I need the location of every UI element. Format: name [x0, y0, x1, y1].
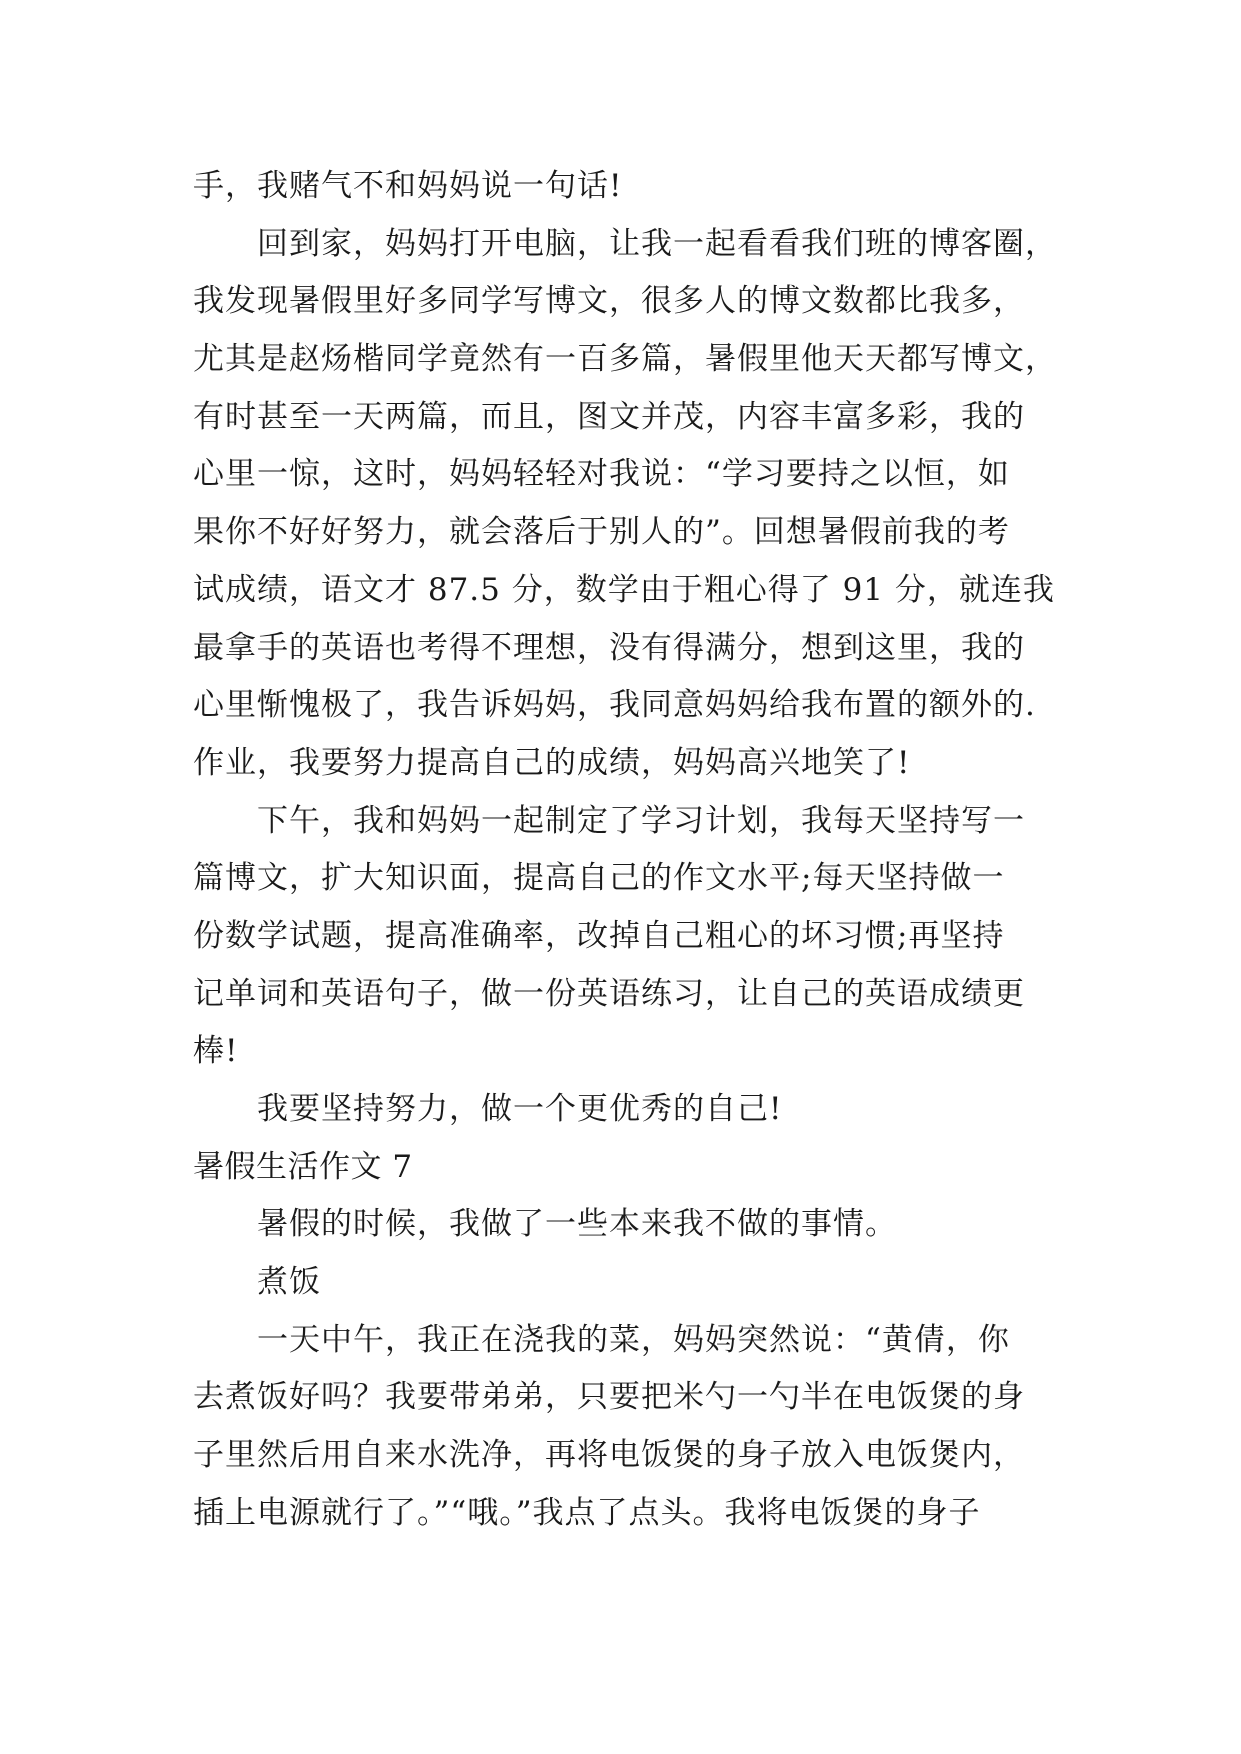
essay-line: 子里然后用自来水洗净，再将电饭煲的身子放入电饭煲内， [193, 1437, 1025, 1474]
paragraph-start-line: 回到家，妈妈打开电脑，让我一起看看我们班的博客圈， [257, 225, 1057, 262]
essay-line: 手，我赌气不和妈妈说一句话! [193, 168, 623, 204]
essay-line: 棒! [193, 1033, 239, 1070]
essay-line: 去煮饭好吗？我要带弟弟，只要把米勺一勺半在电饭煲的身 [193, 1379, 1025, 1416]
paragraph-start-line: 下午，我和妈妈一起制定了学习计划，我每天坚持写一 [257, 802, 1025, 839]
essay-body [193, 158, 1073, 1543]
essay-line: 心里惭愧极了，我告诉妈妈，我同意妈妈给我布置的额外的. [193, 687, 1036, 724]
essay-line: 有时甚至一天两篇，而且，图文并茂，内容丰富多彩，我的 [193, 398, 1025, 435]
paragraph-start-line: 一天中午，我正在浇我的菜，妈妈突然说：“黄倩，你 [257, 1321, 1010, 1358]
essay-line: 插上电源就行了。”“哦。”我点了点头。我将电饭煲的身子 [193, 1494, 981, 1531]
essay-line: 果你不好好努力，就会落后于别人的”。回想暑假前我的考 [193, 514, 1010, 551]
essay-line: 尤其是赵炀楷同学竟然有一百多篇，暑假里他天天都写博文， [193, 341, 1057, 378]
subheading: 煮饭 [257, 1264, 321, 1301]
essay-line: 最拿手的英语也考得不理想，没有得满分，想到这里，我的 [193, 629, 1025, 666]
paragraph-start-line: 暑假的时候，我做了一些本来我不做的事情。 [257, 1206, 897, 1243]
essay-line: 作业，我要努力提高自己的成绩，妈妈高兴地笑了! [193, 744, 911, 781]
essay-line: 篇博文，扩大知识面，提高自己的作文水平;每天坚持做一 [193, 860, 1005, 897]
essay-line: 我发现暑假里好多同学写博文，很多人的博文数都比我多， [193, 283, 1025, 320]
essay-line: 份数学试题，提高准确率，改掉自己粗心的坏习惯;再坚持 [193, 917, 1005, 954]
essay-line: 记单词和英语句子，做一份英语练习，让自己的英语成绩更 [193, 975, 1025, 1012]
section-title: 暑假生活作文 7 [193, 1148, 413, 1185]
essay-line: 心里一惊，这时，妈妈轻轻对我说：“学习要持之以恒，如 [193, 456, 1010, 493]
paragraph-start-line: 我要坚持努力，做一个更优秀的自己! [257, 1091, 783, 1127]
essay-line: 试成绩，语文才 87.5 分，数学由于粗心得了 91 分，就连我 [193, 571, 1055, 608]
